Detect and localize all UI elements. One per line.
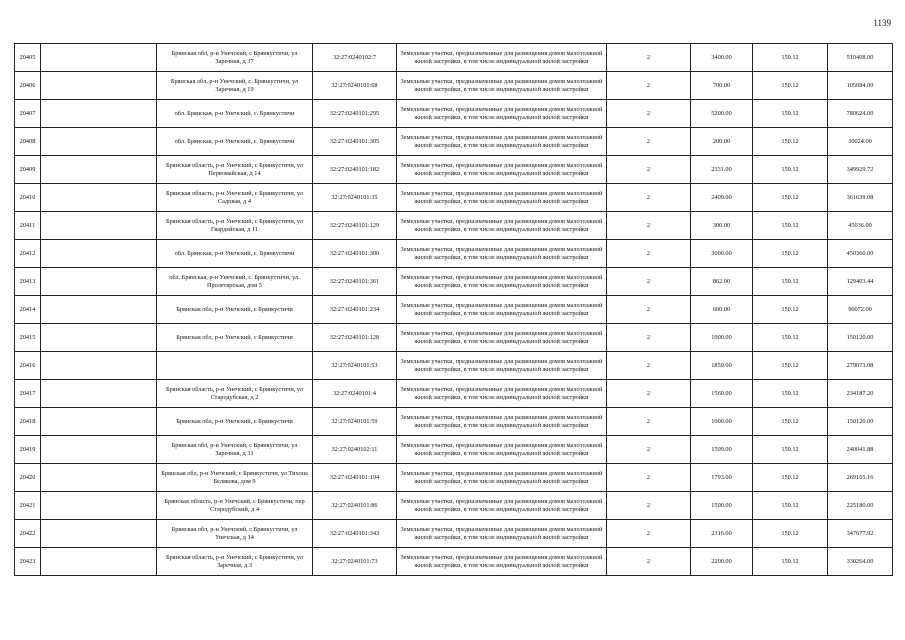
land-use-cell: Земельные участки, предназначенные для размещения домов малоэтажной жилой застройки, в том числе индивидуальной жилой застройки	[397, 100, 607, 128]
cadastral-cost-cell: 361639.08	[828, 184, 893, 212]
cadastral-number-cell: 32:27:0240101:343	[313, 520, 397, 548]
empty-cell	[41, 184, 157, 212]
row-number-cell: 20411	[15, 212, 41, 240]
row-number-cell: 20409	[15, 156, 41, 184]
category-cell: 2	[607, 352, 691, 380]
table-row	[15, 184, 893, 212]
area-cell: 600.00	[691, 296, 753, 324]
empty-cell	[41, 100, 157, 128]
cadastral-cost-cell: 510408.00	[828, 44, 893, 72]
cadastral-number-cell: 32:27:0240101:4	[313, 380, 397, 408]
land-use-cell: Земельные участки, предназначенные для размещения домов малоэтажной жилой застройки, в том числе индивидуальной жилой застройки	[397, 324, 607, 352]
address-cell: Брянская обл, р-н Унечский, с Брянкустичи	[157, 408, 313, 436]
category-cell: 2	[607, 436, 691, 464]
rate-cell: 150.12	[753, 464, 828, 492]
land-use-cell: Земельные участки, предназначенные для размещения домов малоэтажной жилой застройки, в том числе индивидуальной жилой застройки	[397, 128, 607, 156]
table-row	[15, 464, 893, 492]
address-cell: обл. Брянская, р-н Унечский, с. Брянкустичи	[157, 128, 313, 156]
land-use-cell: Земельные участки, предназначенные для размещения домов малоэтажной жилой застройки, в том числе индивидуальной жилой застройки	[397, 520, 607, 548]
area-cell: 5200.00	[691, 100, 753, 128]
address-cell: Брянская область, р-н Унечский, с Брянкустичи, ул Гвардейская, д 11	[157, 212, 313, 240]
area-cell: 1560.00	[691, 380, 753, 408]
table-row	[15, 44, 893, 72]
rate-cell: 150.12	[753, 520, 828, 548]
land-use-cell: Земельные участки, предназначенные для размещения домов малоэтажной жилой застройки, в том числе индивидуальной жилой застройки	[397, 464, 607, 492]
cadastral-number-cell: 32:27:0240101:182	[313, 156, 397, 184]
cadastral-number-cell: 32:27:0240101:128	[313, 324, 397, 352]
cadastral-number-cell: 32:27:0240101:234	[313, 296, 397, 324]
table-body	[15, 44, 893, 576]
land-use-cell: Земельные участки, предназначенные для размещения домов малоэтажной жилой застройки, в том числе индивидуальной жилой застройки	[397, 72, 607, 100]
cadastral-number-cell: 32:27:0240101:129	[313, 212, 397, 240]
cadastral-number-cell: 32:27:0240101:86	[313, 492, 397, 520]
empty-cell	[41, 548, 157, 576]
rate-cell: 150.12	[753, 352, 828, 380]
cadastral-cost-cell: 450360.00	[828, 240, 893, 268]
category-cell: 2	[607, 464, 691, 492]
empty-cell	[41, 156, 157, 184]
row-number-cell: 20414	[15, 296, 41, 324]
land-use-cell: Земельные участки, предназначенные для размещения домов малоэтажной жилой застройки, в том числе индивидуальной жилой застройки	[397, 212, 607, 240]
cadastral-cost-cell: 105084.00	[828, 72, 893, 100]
cadastral-number-cell: 32:27:0240101:53	[313, 352, 397, 380]
cadastral-cost-cell: 225180.00	[828, 492, 893, 520]
cadastral-cost-cell: 45036.00	[828, 212, 893, 240]
address-cell	[157, 352, 313, 380]
address-cell: Брянская область, р-н Унечский, с Брянкустичи, ул Стародубская, д 2	[157, 380, 313, 408]
area-cell: 2409.00	[691, 184, 753, 212]
table-row	[15, 436, 893, 464]
table-row	[15, 156, 893, 184]
row-number-cell: 20415	[15, 324, 41, 352]
area-cell: 1000.00	[691, 324, 753, 352]
empty-cell	[41, 464, 157, 492]
rate-cell: 150.12	[753, 268, 828, 296]
table-row	[15, 268, 893, 296]
cadastral-cost-cell: 90072.00	[828, 296, 893, 324]
cadastral-cost-cell: 240041.88	[828, 436, 893, 464]
area-cell: 862.00	[691, 268, 753, 296]
cadastral-cost-cell: 150120.00	[828, 324, 893, 352]
address-cell: Брянская область, р-н Унечский, с Брянкустичи, ул Первомайская, д 14	[157, 156, 313, 184]
address-cell: Брянская обл, р-н Унечский, с Брянкустичи, ул Заречная, д 37	[157, 44, 313, 72]
rate-cell: 150.12	[753, 128, 828, 156]
cadastral-number-cell: 32:27:0240101:361	[313, 268, 397, 296]
category-cell: 2	[607, 212, 691, 240]
table-row	[15, 352, 893, 380]
rate-cell: 150.12	[753, 296, 828, 324]
rate-cell: 150.12	[753, 240, 828, 268]
empty-cell	[41, 240, 157, 268]
empty-cell	[41, 72, 157, 100]
address-cell: Брянская обл, р-н Унечский, с Брянкустичи, ул Тихона Белякова, дом 9	[157, 464, 313, 492]
category-cell: 2	[607, 548, 691, 576]
address-cell: Брянская обл, р-н Унечский, с. Брянкустичи, ул Заречная, д 19	[157, 72, 313, 100]
category-cell: 2	[607, 380, 691, 408]
row-number-cell: 20408	[15, 128, 41, 156]
category-cell: 2	[607, 156, 691, 184]
area-cell: 1599.00	[691, 436, 753, 464]
area-cell: 200.00	[691, 128, 753, 156]
table-row	[15, 240, 893, 268]
area-cell: 1793.00	[691, 464, 753, 492]
address-cell: Брянская область, р-н Унечский, с Брянкустичи, пер Стародубский, д 4	[157, 492, 313, 520]
cadastral-number-cell: 32:27:0240101:295	[313, 100, 397, 128]
land-use-cell: Земельные участки, предназначенные для размещения домов малоэтажной жилой застройки, в том числе индивидуальной жилой застройки	[397, 44, 607, 72]
address-cell: обл. Брянская, р-н Унечский, с. Брянкустичи	[157, 240, 313, 268]
category-cell: 2	[607, 492, 691, 520]
category-cell: 2	[607, 324, 691, 352]
row-number-cell: 20418	[15, 408, 41, 436]
table-row	[15, 128, 893, 156]
land-use-cell: Земельные участки, предназначенные для размещения домов малоэтажной жилой застройки, в том числе индивидуальной жилой застройки	[397, 184, 607, 212]
land-use-cell: Земельные участки, предназначенные для размещения домов малоэтажной жилой застройки, в том числе индивидуальной жилой застройки	[397, 156, 607, 184]
category-cell: 2	[607, 240, 691, 268]
cadastral-cost-cell: 347677.92	[828, 520, 893, 548]
cadastral-number-cell: 32:27:0240102:11	[313, 436, 397, 464]
page-number: 1139	[873, 18, 891, 28]
cadastral-number-cell: 32:27:0240101:59	[313, 408, 397, 436]
land-use-cell: Земельные участки, предназначенные для размещения домов малоэтажной жилой застройки, в том числе индивидуальной жилой застройки	[397, 548, 607, 576]
area-cell: 3400.00	[691, 44, 753, 72]
table-row	[15, 408, 893, 436]
category-cell: 2	[607, 520, 691, 548]
cadastral-cost-cell: 234187.20	[828, 380, 893, 408]
area-cell: 2200.00	[691, 548, 753, 576]
category-cell: 2	[607, 296, 691, 324]
rate-cell: 150.12	[753, 324, 828, 352]
row-number-cell: 20419	[15, 436, 41, 464]
category-cell: 2	[607, 268, 691, 296]
area-cell: 3000.00	[691, 240, 753, 268]
address-cell: обл. Брянская, р-н Унечский, с. Брянкустичи	[157, 100, 313, 128]
empty-cell	[41, 352, 157, 380]
table-row	[15, 548, 893, 576]
cadastral-number-cell: 32:27:0240101:300	[313, 240, 397, 268]
table-row	[15, 324, 893, 352]
empty-cell	[41, 128, 157, 156]
cadastral-number-cell: 32:27:0240101:305	[313, 128, 397, 156]
empty-cell	[41, 520, 157, 548]
rate-cell: 150.12	[753, 436, 828, 464]
land-use-cell: Земельные участки, предназначенные для размещения домов малоэтажной жилой застройки, в том числе индивидуальной жилой застройки	[397, 240, 607, 268]
empty-cell	[41, 408, 157, 436]
area-cell: 1859.00	[691, 352, 753, 380]
table-row	[15, 492, 893, 520]
table-row	[15, 296, 893, 324]
empty-cell	[41, 212, 157, 240]
cadastral-number-cell: 32:27:0240101:194	[313, 464, 397, 492]
land-use-cell: Земельные участки, предназначенные для размещения домов малоэтажной жилой застройки, в том числе индивидуальной жилой застройки	[397, 268, 607, 296]
land-use-cell: Земельные участки, предназначенные для размещения домов малоэтажной жилой застройки, в том числе индивидуальной жилой застройки	[397, 492, 607, 520]
cadastral-number-cell: 32:27:0240101:35	[313, 184, 397, 212]
cadastral-cost-cell: 349929.72	[828, 156, 893, 184]
rate-cell: 150.12	[753, 408, 828, 436]
address-cell: Брянская обл, р-н Унечский, с Брянкустичи	[157, 296, 313, 324]
rate-cell: 150.12	[753, 184, 828, 212]
category-cell: 2	[607, 44, 691, 72]
rate-cell: 150.12	[753, 492, 828, 520]
category-cell: 2	[607, 408, 691, 436]
land-use-cell: Земельные участки, предназначенные для размещения домов малоэтажной жилой застройки, в том числе индивидуальной жилой застройки	[397, 436, 607, 464]
row-number-cell: 20417	[15, 380, 41, 408]
row-number-cell: 20405	[15, 44, 41, 72]
row-number-cell: 20406	[15, 72, 41, 100]
empty-cell	[41, 492, 157, 520]
category-cell: 2	[607, 184, 691, 212]
cadastral-cost-cell: 279073.08	[828, 352, 893, 380]
cadastral-cost-cell: 330264.00	[828, 548, 893, 576]
area-cell: 2331.00	[691, 156, 753, 184]
cadastral-cost-cell: 780624.00	[828, 100, 893, 128]
row-number-cell: 20423	[15, 548, 41, 576]
land-registry-table	[14, 43, 893, 576]
area-cell: 1500.00	[691, 492, 753, 520]
rate-cell: 150.12	[753, 100, 828, 128]
rate-cell: 150.12	[753, 548, 828, 576]
empty-cell	[41, 436, 157, 464]
cadastral-cost-cell: 150120.00	[828, 408, 893, 436]
rate-cell: 150.12	[753, 72, 828, 100]
row-number-cell: 20412	[15, 240, 41, 268]
table-row	[15, 100, 893, 128]
rate-cell: 150.12	[753, 380, 828, 408]
category-cell: 2	[607, 72, 691, 100]
area-cell: 300.00	[691, 212, 753, 240]
empty-cell	[41, 324, 157, 352]
empty-cell	[41, 44, 157, 72]
cadastral-number-cell: 32:27:0240101:68	[313, 72, 397, 100]
table-row	[15, 72, 893, 100]
row-number-cell: 20407	[15, 100, 41, 128]
row-number-cell: 20421	[15, 492, 41, 520]
row-number-cell: 20420	[15, 464, 41, 492]
table-row	[15, 212, 893, 240]
area-cell: 1000.00	[691, 408, 753, 436]
rate-cell: 150.12	[753, 212, 828, 240]
rate-cell: 150.12	[753, 44, 828, 72]
category-cell: 2	[607, 128, 691, 156]
empty-cell	[41, 296, 157, 324]
land-use-cell: Земельные участки, предназначенные для размещения домов малоэтажной жилой застройки, в том числе индивидуальной жилой застройки	[397, 352, 607, 380]
land-use-cell: Земельные участки, предназначенные для размещения домов малоэтажной жилой застройки, в том числе индивидуальной жилой застройки	[397, 408, 607, 436]
area-cell: 2316.00	[691, 520, 753, 548]
cadastral-cost-cell: 269165.16	[828, 464, 893, 492]
table-row	[15, 380, 893, 408]
empty-cell	[41, 380, 157, 408]
row-number-cell: 20416	[15, 352, 41, 380]
category-cell: 2	[607, 100, 691, 128]
cadastral-cost-cell: 129403.44	[828, 268, 893, 296]
empty-cell	[41, 268, 157, 296]
address-cell: Брянская область, р-н Унечский, с Брянкустичи, ул Заречная, д 3	[157, 548, 313, 576]
cadastral-number-cell: 32:27:0240102:7	[313, 44, 397, 72]
cadastral-cost-cell: 30024.00	[828, 128, 893, 156]
land-use-cell: Земельные участки, предназначенные для размещения домов малоэтажной жилой застройки, в том числе индивидуальной жилой застройки	[397, 296, 607, 324]
address-cell: Брянская обл, р-н Унечский, с Брянкустичи	[157, 324, 313, 352]
address-cell: обл. Брянская, р-н Унечский, с. Брянкустичи, ул. Пролетарская, дом 5	[157, 268, 313, 296]
table-row	[15, 520, 893, 548]
row-number-cell: 20413	[15, 268, 41, 296]
address-cell: Брянская обл, р-н Унечский, с Брянкустичи, ул Унечская, д 14	[157, 520, 313, 548]
rate-cell: 150.12	[753, 156, 828, 184]
area-cell: 700.00	[691, 72, 753, 100]
cadastral-number-cell: 32:27:0240101:73	[313, 548, 397, 576]
address-cell: Брянская обл, р-н Унечский, с Брянкустичи, ул Заречная, д 31	[157, 436, 313, 464]
row-number-cell: 20422	[15, 520, 41, 548]
row-number-cell: 20410	[15, 184, 41, 212]
land-use-cell: Земельные участки, предназначенные для размещения домов малоэтажной жилой застройки, в том числе индивидуальной жилой застройки	[397, 380, 607, 408]
address-cell: Брянская область, р-н Унечский, с Брянкустичи, ул Садовая, д 4	[157, 184, 313, 212]
